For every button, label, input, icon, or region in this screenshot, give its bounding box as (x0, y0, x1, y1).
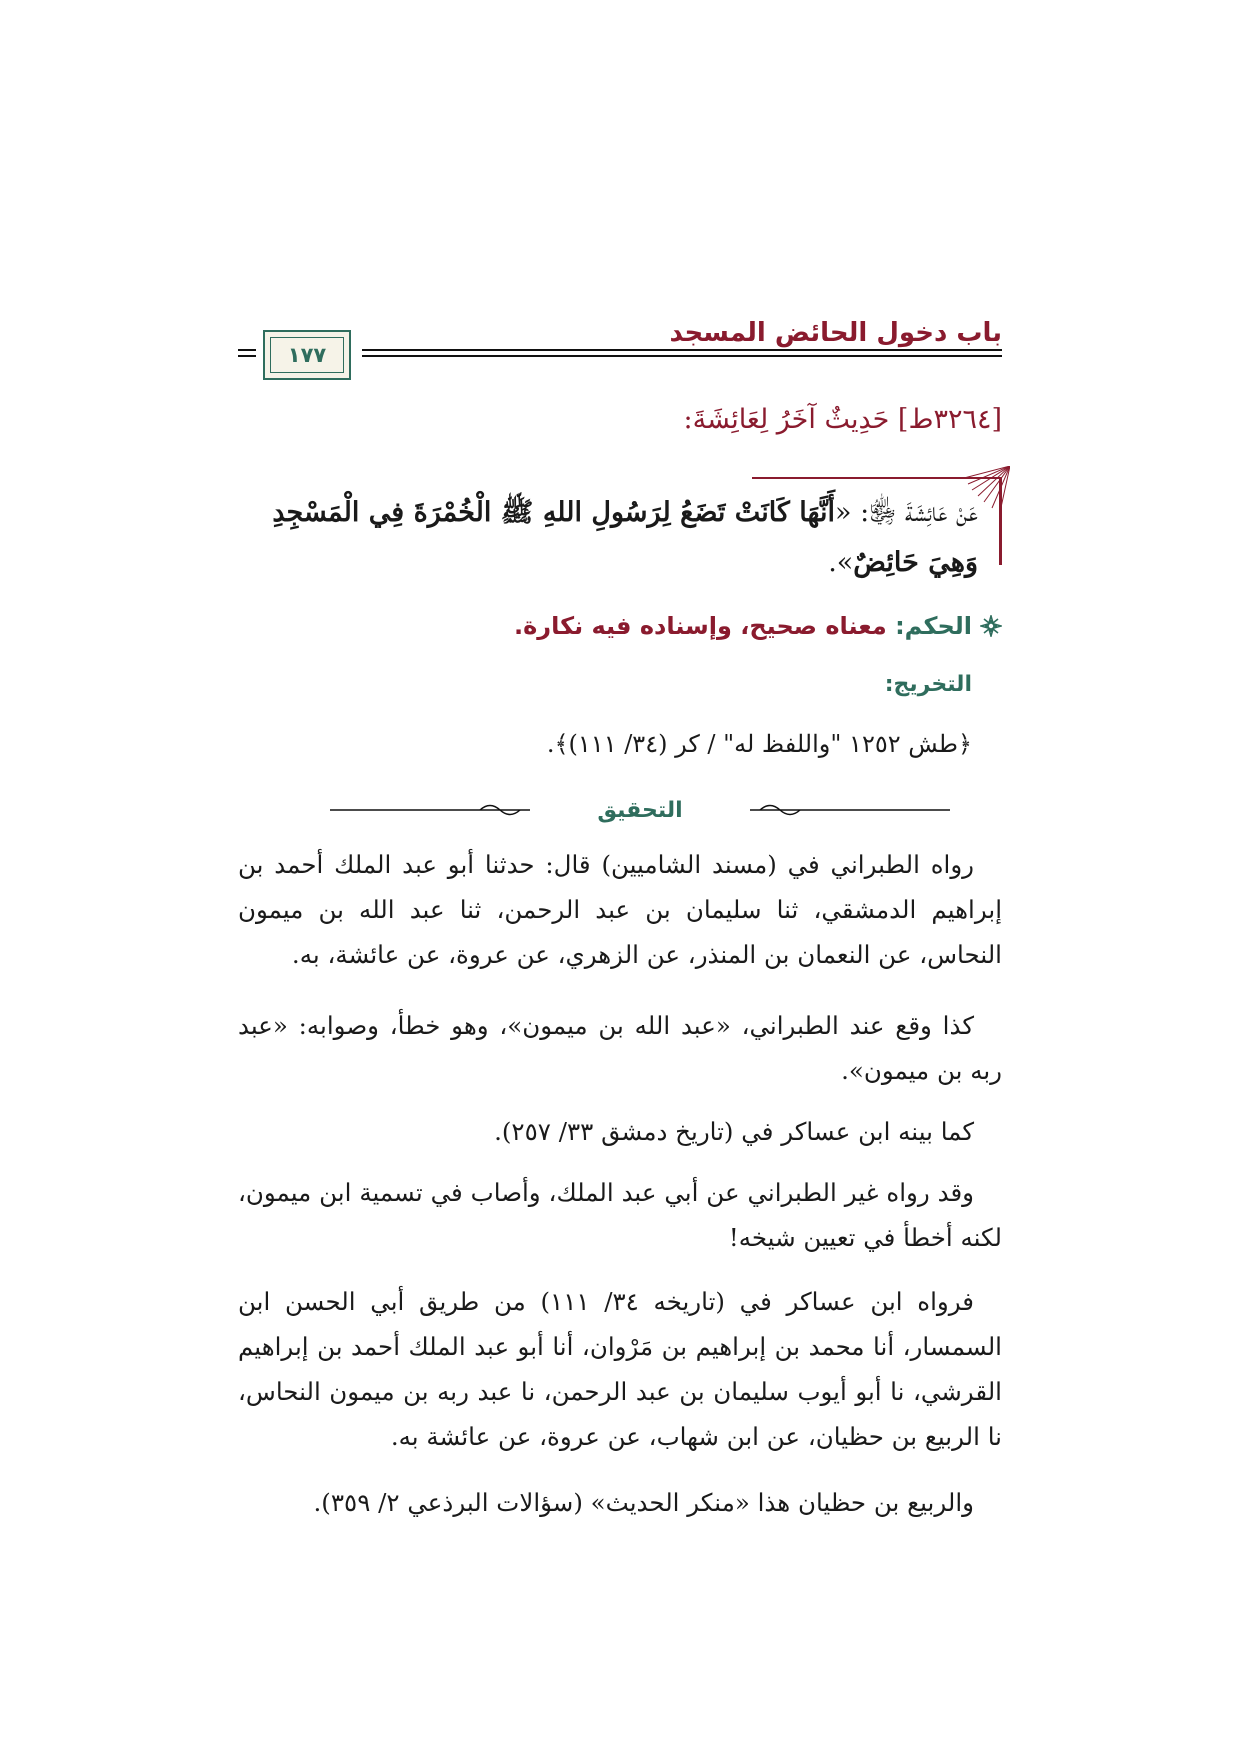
header-rule-left-bottom (238, 355, 256, 357)
hadith-text (236, 488, 978, 588)
ruling (514, 612, 1002, 640)
chapter-title: باب دخول الحائض المسجد (669, 318, 1002, 348)
hadith-heading-text: حَدِيثٌ آخَرُ لِعَائِشَةَ: (683, 404, 890, 435)
ruling-text: معناه صحيح، وإسناده فيه نكارة. (514, 612, 887, 640)
ruling-label: الحكم: (895, 612, 972, 640)
header-rule-right-bottom (362, 355, 1002, 357)
paragraph-1: رواه الطبراني في (مسند الشاميين) قال: حدثنا أبو عبد الملك أحمد بن إبراهيم الدمشقي، ثنا سليمان بن عبد الرحمن، ثنا عبد الله بن ميمون النحاس، عن النعمان بن المنذر، عن الزهري، عن عروة، عن عائشة، به. (238, 850, 1002, 969)
hadith-matn: أَنَّهَا كَانَتْ تَضَعُ لِرَسُولِ اللهِ ﷺ الْخُمْرَةَ فِي الْمَسْجِدِ وَهِيَ حَائِضٌ (272, 497, 978, 578)
paragraph-6: والربيع بن حظيان هذا «منكر الحديث» (سؤالات البرذعي ٢/ ٣٥٩). (313, 1488, 974, 1517)
hadith-heading (684, 404, 1002, 435)
hadith-intro: عَنْ عَائِشَةَ ﵂: « (834, 497, 978, 528)
takhrij-label: التخريج: (884, 672, 972, 697)
hadith-outro: ». (828, 547, 854, 578)
page-number: ١٧٧ (287, 343, 327, 367)
page-number-badge (263, 330, 351, 380)
paragraph-5: فرواه ابن عساكر في (تاريخه ٣٤/ ١١١) من طريق أبي الحسن ابن السمسار، أنا محمد بن إبراهيم بن مَرْوان، أنا أبو عبد الملك أحمد بن إبراهيم القرشي، نا أبو أيوب سليمان بن عبد الرحمن، نا عبد ربه بن ميمون النحاس، نا الربيع بن حظيان، عن ابن شهاب، عن عروة، عن عائشة به. (238, 1287, 1002, 1451)
header-rule-right-top (362, 349, 1002, 351)
tahqiq-label: التحقيق (530, 798, 750, 823)
takhrij-text: ﴿طش ١٢٥٢ "واللفظ له" / كر (٣٤/ ١١١)﴾. (546, 730, 972, 758)
flower-ornament-icon (980, 615, 1002, 637)
hadith-number: [٣٢٦٤ط] (897, 404, 1002, 435)
paragraph-2: كذا وقع عند الطبراني، «عبد الله بن ميمون»، وهو خطأ، وصوابه: «عبد ربه بن ميمون». (238, 1011, 1002, 1085)
paragraph-4: وقد رواه غير الطبراني عن أبي عبد الملك، وأصاب في تسمية ابن ميمون، لكنه أخطأ في تعيين شيخه! (238, 1178, 1002, 1252)
paragraph-3: كما بينه ابن عساكر في (تاريخ دمشق ٣٣/ ٢٥٧). (494, 1117, 974, 1146)
header-rule-left-top (238, 349, 256, 351)
